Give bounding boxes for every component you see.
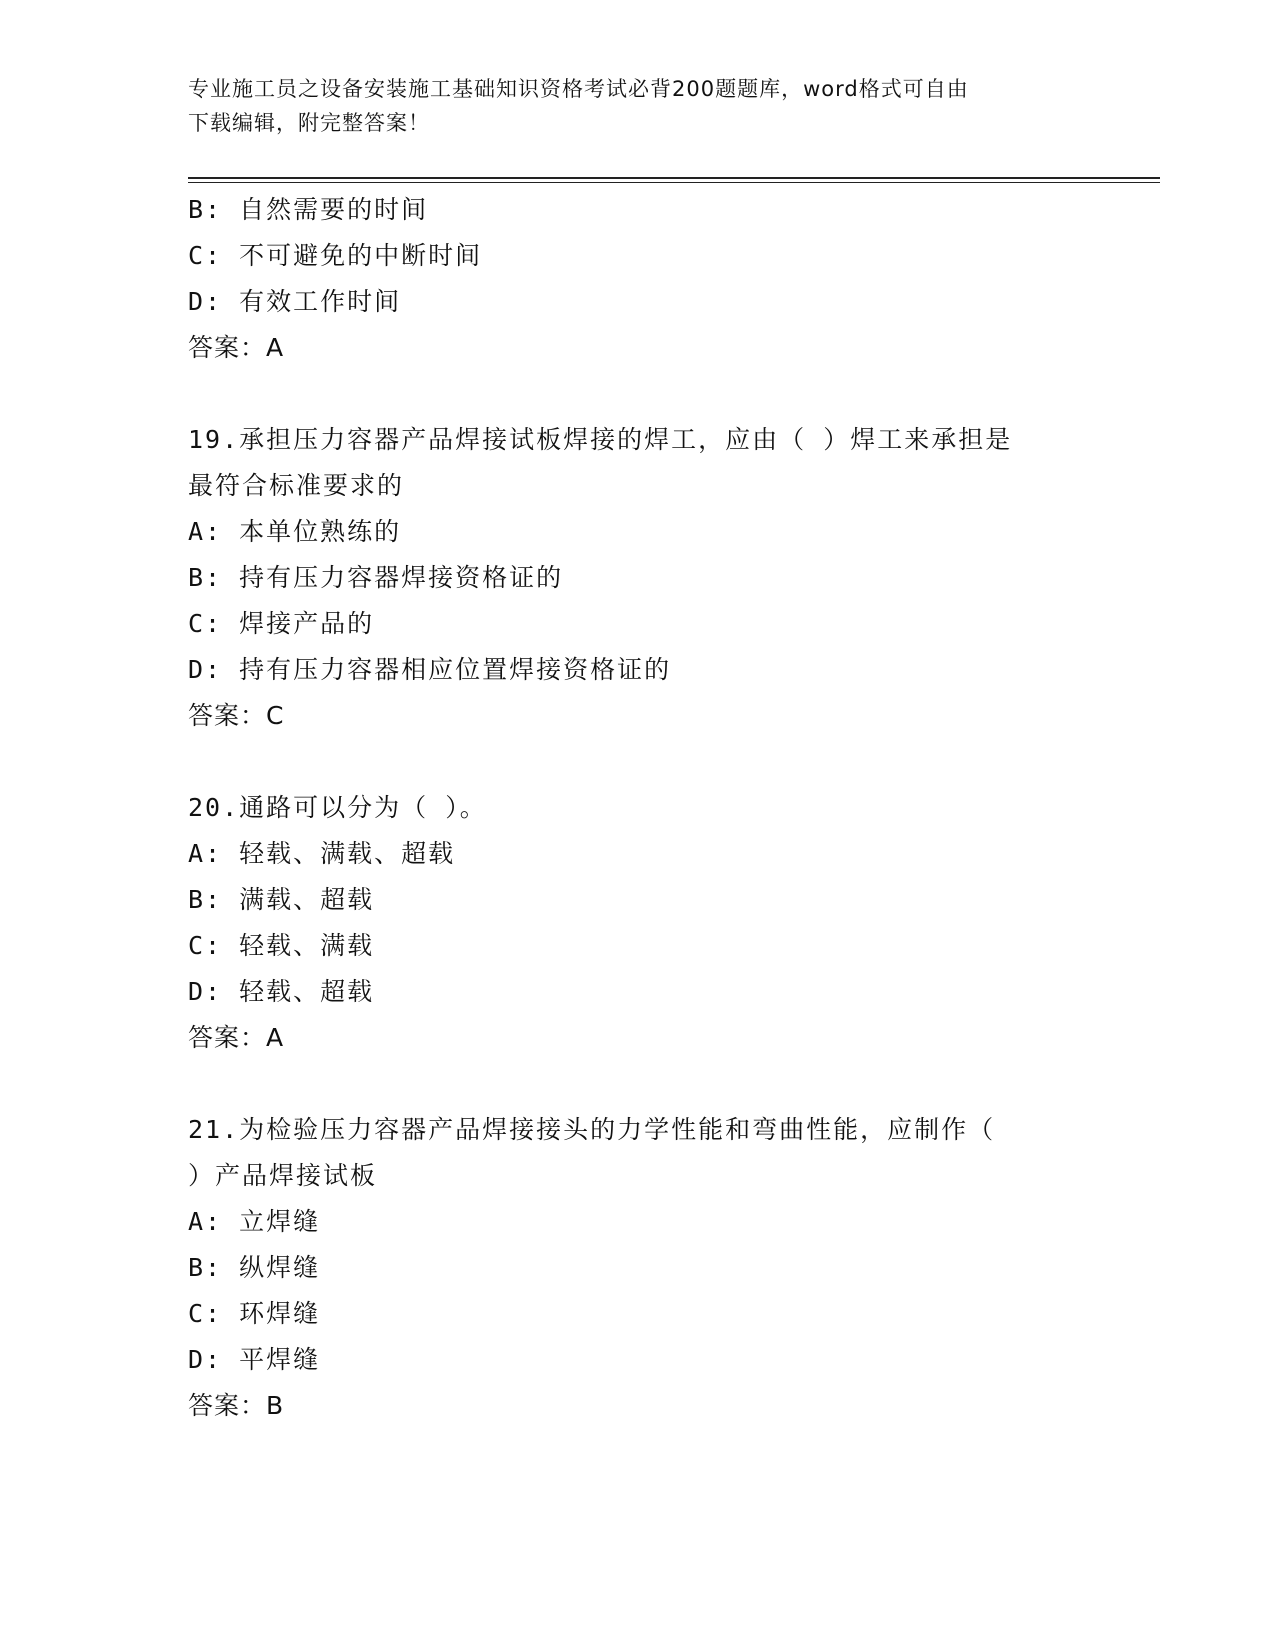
option-d: D: 有效工作时间 <box>188 287 402 316</box>
answer: 答案：A <box>188 333 285 362</box>
question-text: 19.承担压力容器产品焊接试板焊接的焊工，应由（ ）焊工来承担是 <box>188 425 1013 454</box>
option-a: A: 立焊缝 <box>188 1207 321 1236</box>
answer: 答案：A <box>188 1023 285 1052</box>
option-b: B: 自然需要的时间 <box>188 195 429 224</box>
option-b: B: 持有压力容器焊接资格证的 <box>188 563 564 592</box>
header-line-2: 下载编辑，附完整答案！ <box>188 111 430 135</box>
question-21 <box>188 1107 1088 1429</box>
option-d: D: 轻载、超载 <box>188 977 375 1006</box>
option-c: C: 轻载、满载 <box>188 931 375 960</box>
option-d: D: 平焊缝 <box>188 1345 321 1374</box>
option-c: C: 环焊缝 <box>188 1299 321 1328</box>
header-rule-thin <box>188 182 1160 183</box>
answer: 答案：C <box>188 701 285 730</box>
option-a: A: 轻载、满载、超载 <box>188 839 456 868</box>
option-b: B: 纵焊缝 <box>188 1253 321 1282</box>
option-b: B: 满载、超载 <box>188 885 375 914</box>
document-header <box>188 72 1088 140</box>
header-rule-thick <box>188 177 1160 179</box>
question-text: 20.通路可以分为（ ）。 <box>188 793 487 822</box>
header-line-1: 专业施工员之设备安装施工基础知识资格考试必背200题题库，word格式可自由 <box>188 77 969 101</box>
answer: 答案：B <box>188 1391 285 1420</box>
option-d: D: 持有压力容器相应位置焊接资格证的 <box>188 655 672 684</box>
question-list <box>188 187 1088 1475</box>
option-c: C: 焊接产品的 <box>188 609 375 638</box>
question-19 <box>188 417 1088 739</box>
question-18 <box>188 187 1088 371</box>
option-c: C: 不可避免的中断时间 <box>188 241 483 270</box>
question-text-continued: 最符合标准要求的 <box>188 471 405 500</box>
option-a: A: 本单位熟练的 <box>188 517 402 546</box>
question-text-continued: ）产品焊接试板 <box>188 1161 378 1190</box>
question-text: 21.为检验压力容器产品焊接接头的力学性能和弯曲性能，应制作（ <box>188 1115 996 1144</box>
question-20 <box>188 785 1088 1061</box>
